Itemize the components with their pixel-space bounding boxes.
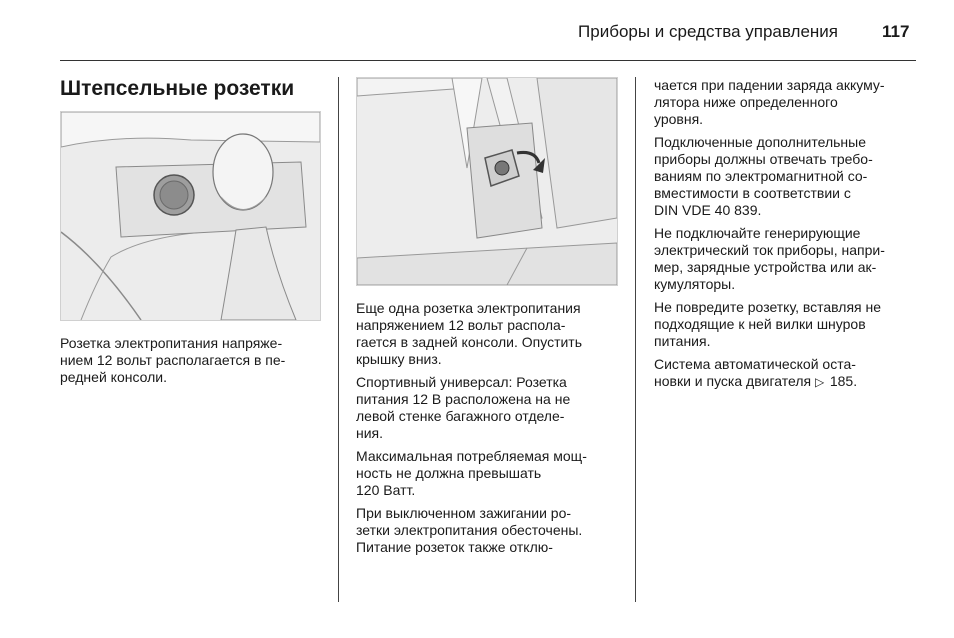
column-3-text — [654, 77, 924, 397]
paragraph: чается при падении заряда аккуму- лятора ниже определенного уровня. — [654, 77, 885, 127]
rear-console-socket-figure — [356, 77, 618, 286]
paragraph: Еще одна розетка электропитания напряжением 12 вольт распола- гается в задней консоли. Опустить крышку вниз. — [356, 300, 583, 367]
paragraph: Спортивный универсал: Розетка питания 12 В расположена на не левой стенке багажного отделе- ния. — [356, 374, 571, 441]
paragraph: Подключенные дополнительные приборы должны отвечать требо- ваниям по электромагнитной со- вместимости в соответствии с DIN VDE 40 839. — [654, 134, 873, 218]
paragraph: Не повредите розетку, вставляя не подходящие к ней вилки шнуров питания. — [654, 299, 882, 349]
paragraph: При выключенном зажигании ро- зетки электропитания обесточены. Питание розеток также отклю- — [356, 505, 583, 555]
column-1-text — [60, 335, 325, 392]
column-2-text — [356, 300, 631, 562]
paragraph: Максимальная потребляемая мощ- ность не должна превышать 120 Ватт. — [356, 448, 587, 498]
front-console-socket-figure — [60, 111, 321, 321]
paragraph-text: Система автоматической оста- новки и пуска двигателя — [654, 356, 856, 389]
section-heading: Штепсельные розетки — [60, 77, 295, 100]
rear-console-socket-illustration — [357, 78, 617, 285]
header-rule — [60, 60, 916, 61]
triangle-right-icon: ▷ — [814, 375, 825, 389]
page-reference-link[interactable]: 185. — [829, 373, 858, 389]
paragraph: Не подключайте генерирующие электрический ток приборы, напри- мер, зарядные устройства или ак- кумуляторы. — [654, 225, 885, 292]
column-divider-left — [338, 77, 339, 602]
page-number: 117 — [882, 22, 910, 41]
running-header-title: Приборы и средства управления — [578, 22, 838, 41]
front-console-socket-illustration — [61, 112, 320, 320]
paragraph: Розетка электропитания напряже- нием 12 вольт располагается в пе- редней консоли. — [60, 335, 286, 385]
paragraph-with-reference — [654, 356, 924, 391]
column-divider-right — [635, 77, 636, 602]
